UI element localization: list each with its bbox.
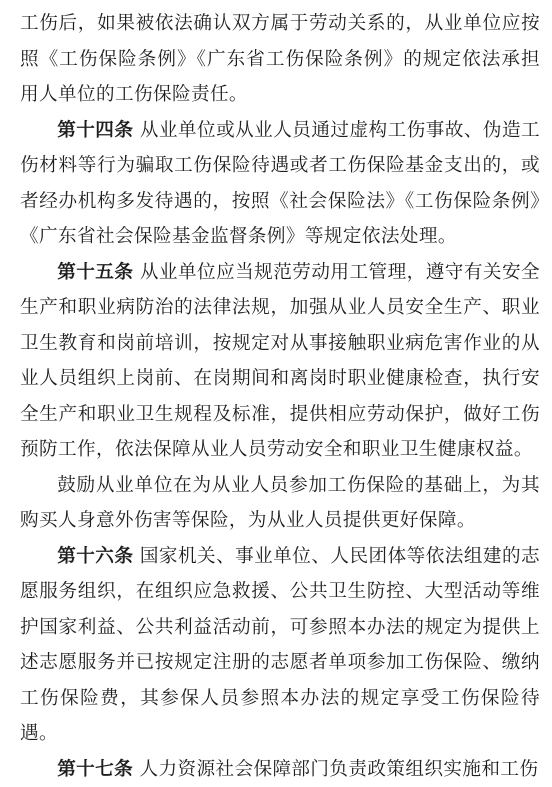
article-17 (20, 752, 540, 787)
paragraph-text: 从业单位或从业人员通过虚构工伤事故、伪造工伤材料等行为骗取工伤保险待遇或者工伤保险基金支出的，或者经办机构多发待遇的，按照《社会保险法》《工伤保险条例》《广东省社会保险基金监督条例》等规定依法处理。 (20, 120, 540, 248)
paragraph-continuation (20, 6, 540, 113)
paragraph-text: 从业单位应当规范劳动用工管理，遵守有关安全生产和职业病防治的法律法规，加强从业人员安全生产、职业卫生教育和岗前培训，按规定对从事接触职业病危害作业的从业人员组织上岗前、在岗期间和离岗时职业健康检查，执行安全生产和职业卫生规程及标准，提供相应劳动保护，做好工伤预防工作，依法保障从业人员劳动安全和职业卫生健康权益。 (20, 262, 540, 461)
paragraph-text: 人力资源社会保障部门负责政策组织实施和工伤 (139, 759, 538, 780)
article-number: 第十五条 (57, 262, 133, 283)
paragraph-text: 工伤后，如果被依法确认双方属于劳动关系的，从业单位应按照《工伤保险条例》《广东省工伤保险条例》的规定依法承担用人单位的工伤保险责任。 (20, 13, 540, 105)
paragraph-text: 鼓励从业单位在为从业人员参加工伤保险的基础上，为其购买人身意外伤害等保险，为从业人员提供更好保障。 (20, 475, 540, 532)
article-16 (20, 539, 540, 752)
article-15 (20, 255, 540, 468)
article-15-paragraph-2 (20, 468, 540, 539)
article-number: 第十四条 (57, 120, 133, 141)
article-number: 第十七条 (57, 759, 133, 780)
document-page (20, 6, 540, 787)
article-14 (20, 113, 540, 255)
article-number: 第十六条 (57, 546, 133, 567)
paragraph-text: 国家机关、事业单位、人民团体等依法组建的志愿服务组织，在组织应急救援、公共卫生防控、大型活动等维护国家利益、公共利益活动前，可参照本办法的规定为提供上述志愿服务并已按规定注册的志愿者单项参加工伤保险、缴纳工伤保险费，其参保人员参照本办法的规定享受工伤保险待遇。 (20, 546, 540, 745)
